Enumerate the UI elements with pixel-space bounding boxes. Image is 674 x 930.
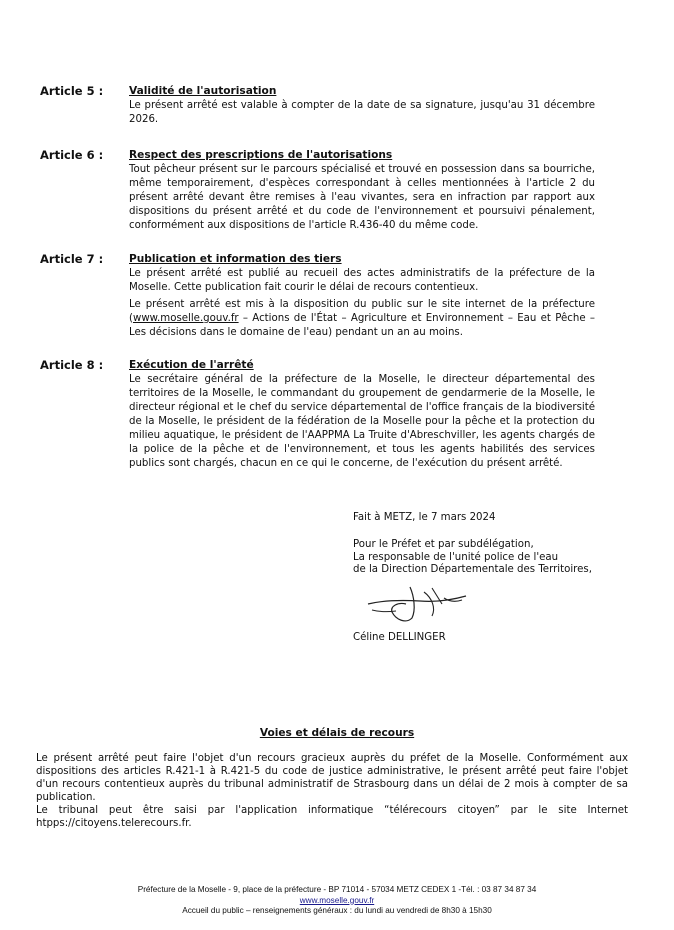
article-paragraph — [129, 298, 595, 340]
signatory-name: Céline DELLINGER — [353, 632, 446, 643]
handwritten-signature — [362, 580, 472, 626]
recours-section — [36, 752, 628, 830]
article-label: Article 6 : — [40, 148, 104, 162]
article-label: Article 7 : — [40, 252, 104, 266]
footer-address: Préfecture de la Moselle - 9, place de la préfecture - BP 71014 - 57034 METZ CEDEX 1 -Tél. : 03 87 34 87 34 — [137, 885, 537, 894]
signature-line: La responsable de l'unité police de l'eau — [353, 551, 559, 563]
article-body — [129, 84, 595, 127]
page-footer — [0, 885, 674, 917]
article-body — [129, 252, 595, 340]
signature-line: de la Direction Départementale des Territoires, — [353, 564, 592, 575]
paragraph-text: – Actions de l'État – Agriculture et Environnement – Eau et Pêche – Les décisions dans le domaine de l'eau) pendant un an au moins. — [129, 313, 595, 338]
signature-line: Pour le Préfet et par subdélégation, — [353, 539, 534, 550]
recours-paragraph: Le présent arrêté peut faire l'objet d'un recours gracieux auprès du préfet de la Moselle. Conformément aux dispositions des articles R.421-1 à R.421-5 du code de justice administrative, le présent arrêté peut faire l'objet d'un recours contentieux auprès du tribunal administratif de Strasbourg dans un délai de 2 mois à compter de sa publication. — [36, 753, 628, 803]
article-paragraph: Tout pêcheur présent sur le parcours spécialisé et trouvé en possession dans sa bourriche, même temporairement, d'espèces correspondant à celles mentionnées à l'article 2 du présent arrêté devant être remises à l'eau vivantes, sera en infraction par rapport aux dispositions du présent arrêté et du code de l'environnement et poursuivi pénalement, conformément aux dispositions de l'article R.436-40 du même code. — [129, 164, 595, 231]
footer-website-link[interactable]: www.moselle.gouv.fr — [299, 895, 375, 905]
recours-paragraph: Le tribunal peut être saisi par l'application informatique “télérecours citoyen” par le site Internet htpps://citoyens.telerecours.fr. — [36, 805, 628, 829]
article-label: Article 5 : — [40, 84, 104, 98]
footer-hours: Accueil du public – renseignements généraux : du lundi au vendredi de 8h30 à 15h30 — [182, 906, 492, 915]
article-label: Article 8 : — [40, 358, 104, 372]
paragraph-text: Le présent arrêté est mis à la disposition du public sur le site internet de la préfecture ( — [129, 299, 595, 324]
section-title: Voies et délais de recours — [259, 727, 415, 739]
article-paragraph: Le secrétaire général de la préfecture de la Moselle, le directeur départemental des territoires de la Moselle, le commandant du groupement de gendarmerie de la Moselle, le directeur régional et le chef du service départemental de l'office français de la biodiversité de la Moselle, le président de la fédération de la Moselle pour la pêche et la protection du milieu aquatique, le président de l'AAPPMA La Truite d'Abreschviller, les agents chargés de la police de la pêche et de l'environnement, et tous les agents habilités des services publics sont chargés, chacun en ce qui le concerne, de l'exécution du présent arrêté. — [129, 374, 595, 469]
article-title: Exécution de l'arrêté — [129, 359, 254, 371]
place-date: Fait à METZ, le 7 mars 2024 — [353, 512, 496, 523]
article-body — [129, 358, 595, 471]
article-title: Validité de l'autorisation — [129, 85, 277, 97]
article-title: Respect des prescriptions de l'autorisations — [129, 149, 393, 161]
signature-authority — [353, 539, 592, 577]
article-paragraph: Le présent arrêté est valable à compter de la date de sa signature, jusqu'au 31 décembre 2026. — [129, 100, 595, 125]
prefecture-website-link[interactable]: www.moselle.gouv.fr — [132, 313, 239, 324]
article-body — [129, 148, 595, 233]
article-paragraph: Le présent arrêté est publié au recueil des actes administratifs de la préfecture de la Moselle. Cette publication fait courir le délai de recours contentieux. — [129, 268, 595, 293]
article-title: Publication et information des tiers — [129, 253, 342, 265]
